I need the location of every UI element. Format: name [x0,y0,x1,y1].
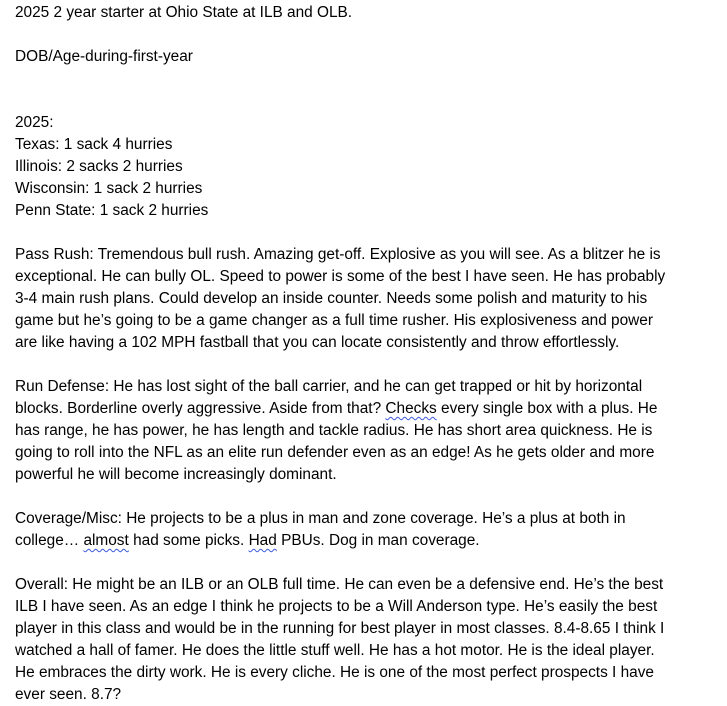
pass-rush-line: 3-4 main rush plans. Could develop an inside counter. Needs some polish and maturity to his [15,290,648,307]
pass-rush-line: exceptional. He can bully OL. Speed to power is some of the best I have seen. He has probably [15,268,666,285]
coverage-line: Coverage/Misc: He projects to be a plus in man and zone coverage. He’s a plus at both in [15,510,626,527]
coverage-text: college… [15,532,84,549]
blank-line [15,68,721,112]
pass-rush-line: Pass Rush: Tremendous bull rush. Amazing get-off. Explosive as you will see. As a blitzer he is [15,246,661,263]
dob-line [15,46,721,68]
blank-line [15,222,721,244]
overall-line: He embraces the dirty work. He is every cliche. He is one of the most perfect prospects I have [15,664,654,681]
pass-rush-paragraph [15,244,721,354]
run-defense-line: powerful he will become increasingly dominant. [15,466,337,483]
coverage-line [15,530,721,552]
pass-rush-line: game but he’s going to be a game changer as a full time rusher. His explosiveness and power [15,312,653,329]
overall-line: Overall: He might be an ILB or an OLB full time. He can even be a defensive end. He’s the best [15,576,664,593]
run-defense-text: blocks. Borderline overly aggressive. Aside from that? [15,400,386,417]
blank-line [15,354,721,376]
stats-game-illinois: Illinois: 2 sacks 2 hurries [15,158,183,175]
overall-line: ever seen. 8.7? [15,686,122,703]
run-defense-paragraph [15,376,721,486]
spellcheck-flag[interactable]: Checks [385,400,437,417]
run-defense-line [15,398,721,420]
stats-game-penn-state: Penn State: 1 sack 2 hurries [15,202,209,219]
stats-game-wisconsin: Wisconsin: 1 sack 2 hurries [15,180,203,197]
stats-block [15,112,721,222]
run-defense-line: has range, he has power, he has length and tackle radius. He has short area quickness. He is [15,422,653,439]
stats-year: 2025: [15,114,54,131]
run-defense-line: Run Defense: He has lost sight of the ball carrier, and he can get trapped or hit by horizontal [15,378,643,395]
dob-line-text: DOB/Age-during-first-year [15,48,193,65]
pass-rush-line: are like having a 102 MPH fastball that you can locate consistently and throw effortlessly. [15,334,620,351]
overall-line: watched a hall of famer. He does the little stuff well. He has a hot motor. He is the ideal player. [15,642,655,659]
overall-paragraph [15,574,721,706]
overall-line: player in this class and would be in the running for best player in most classes. 8.4-8.65 I think I [15,620,665,637]
stats-game-texas: Texas: 1 sack 4 hurries [15,136,173,153]
spellcheck-flag[interactable]: almost [83,532,129,549]
coverage-text: PBUs. Dog in man coverage. [276,532,480,549]
coverage-text: had some picks. [128,532,249,549]
header-title [15,2,721,24]
coverage-paragraph [15,508,721,552]
run-defense-text: every single box with a plus. He [436,400,658,417]
blank-line [15,24,721,46]
spellcheck-flag[interactable]: Had [248,532,277,549]
header-title-text: 2025 2 year starter at Ohio State at ILB and OLB. [15,4,353,21]
run-defense-line: going to roll into the NFL as an elite run defender even as an edge! As he gets older and more [15,444,655,461]
blank-line [15,552,721,574]
overall-line: ILB I have seen. As an edge I think he projects to be a Will Anderson type. He’s easily the best [15,598,658,615]
blank-line [15,486,721,508]
